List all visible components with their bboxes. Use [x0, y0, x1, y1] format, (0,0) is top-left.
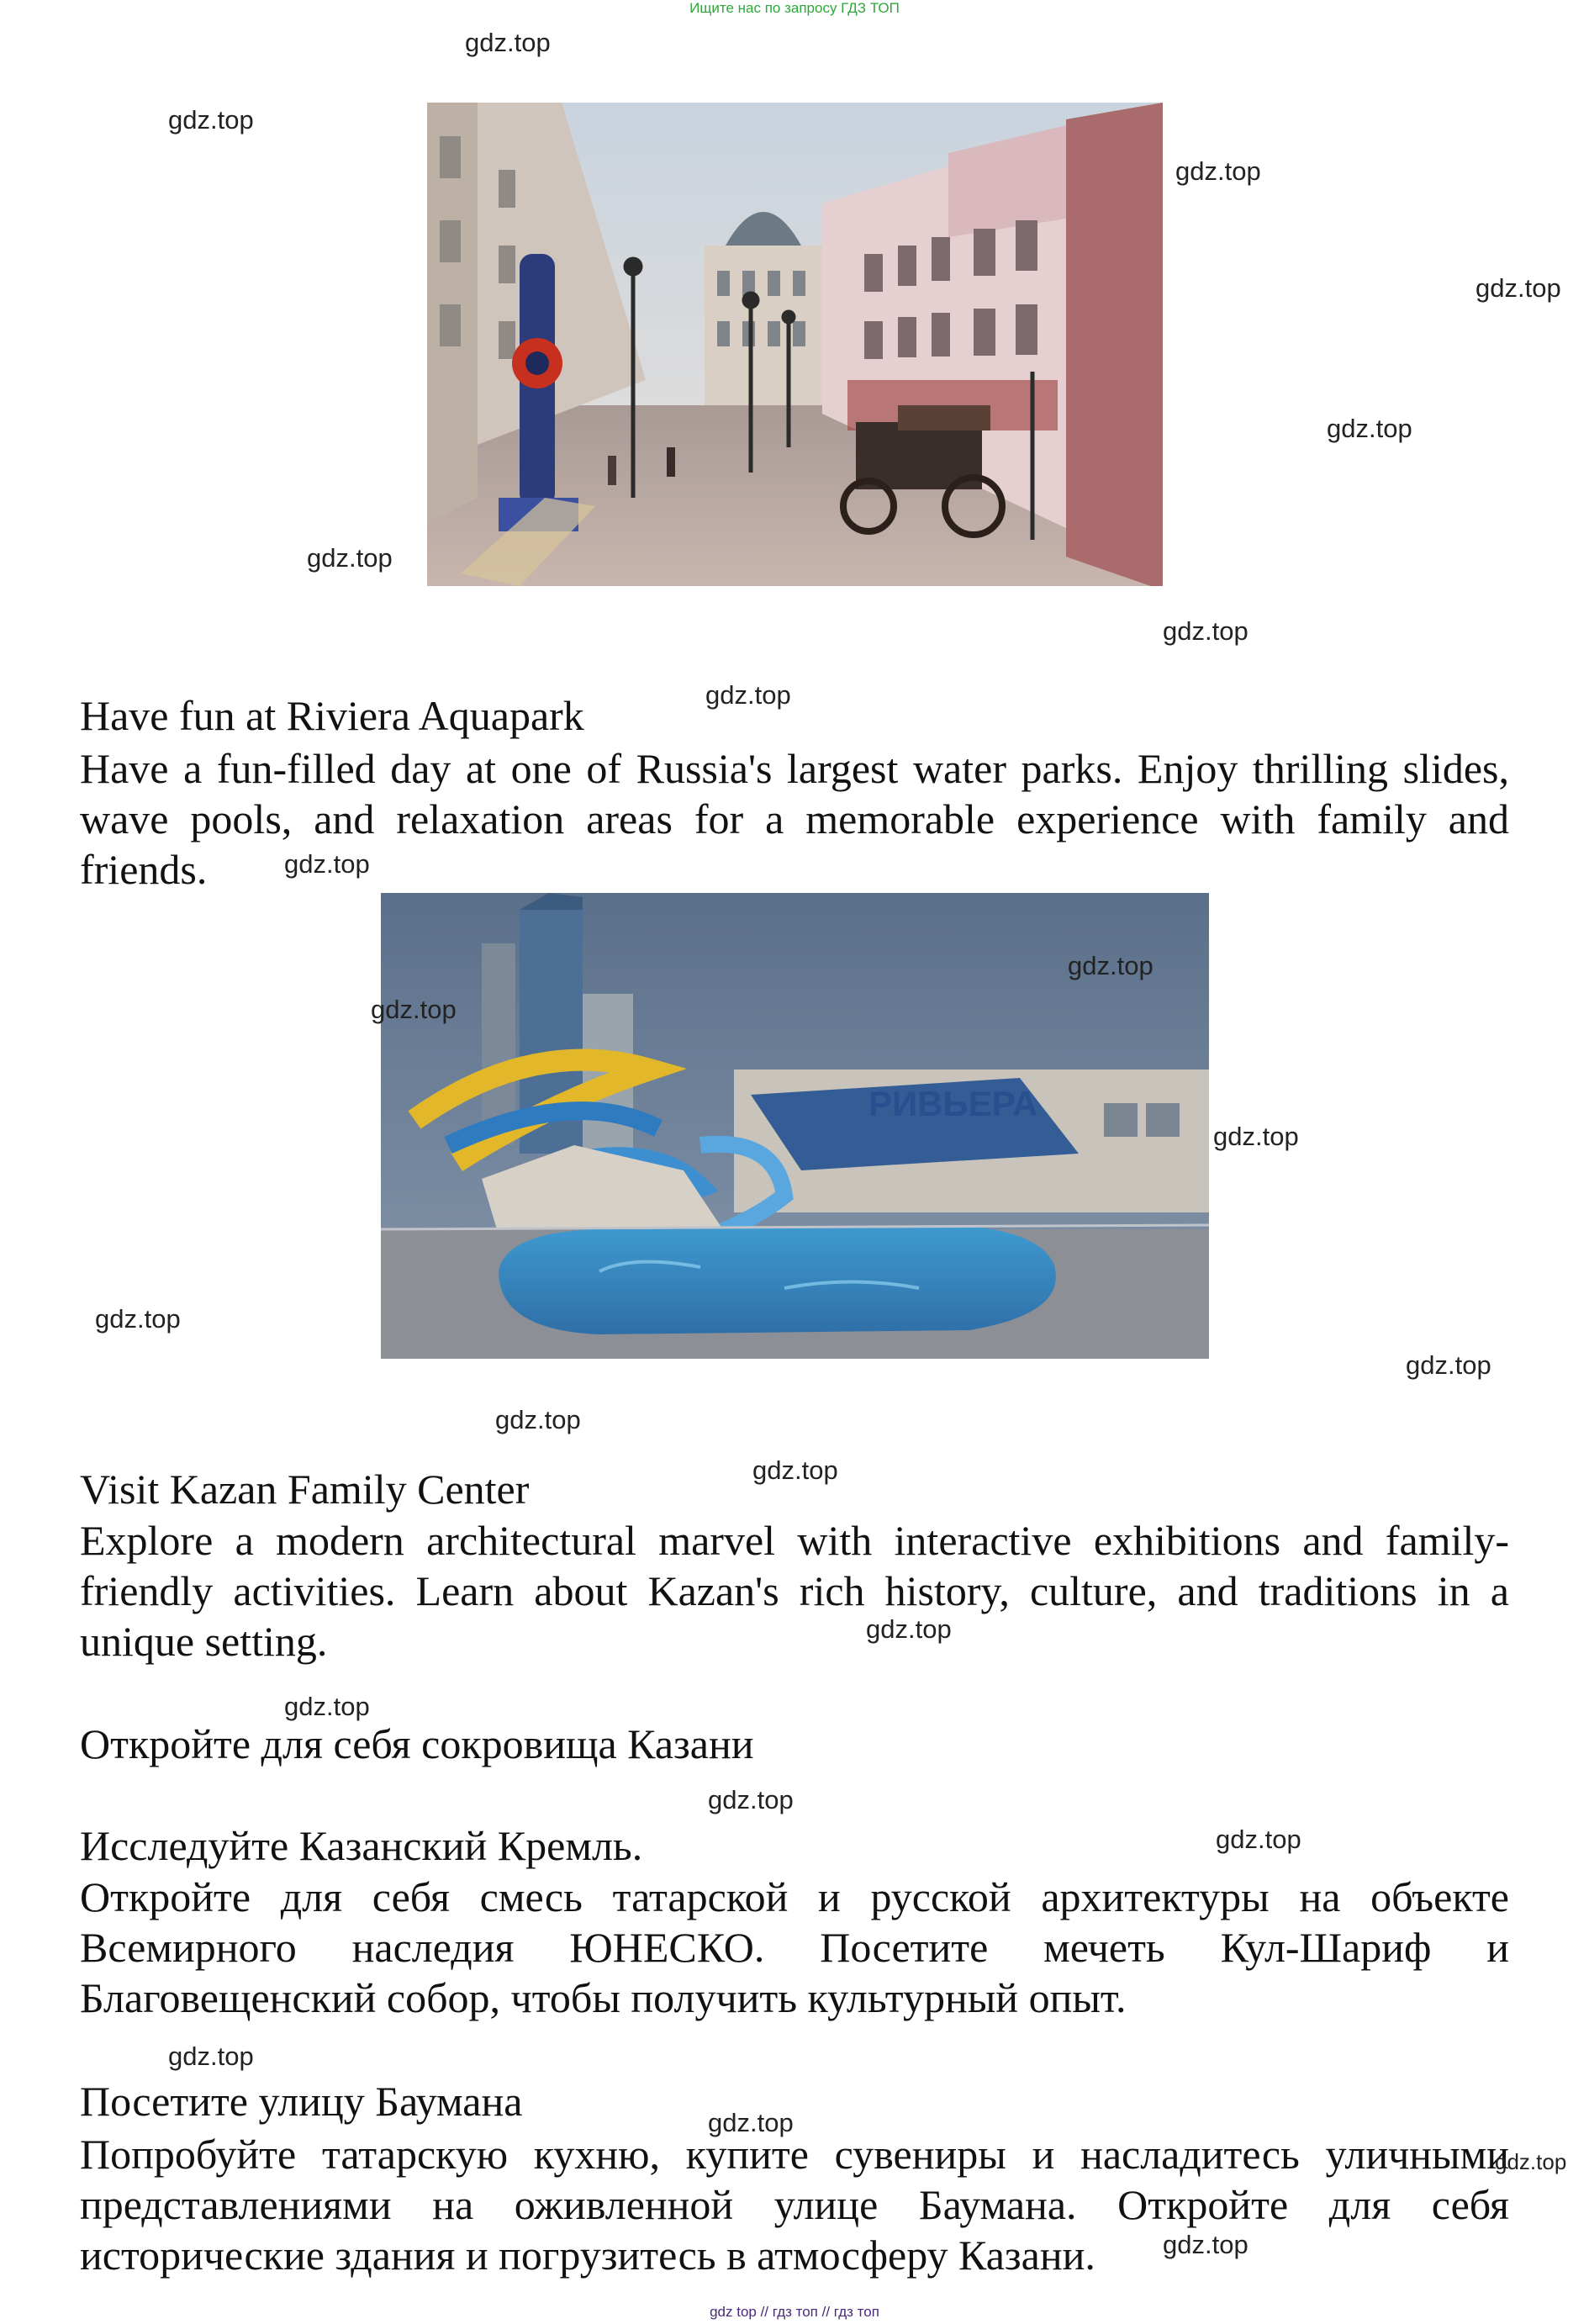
section-text-bauman: Попробуйте татарскую кухню, купите сувениры и насладитесь уличными представлениями на оживленной улице Баумана. Откройте для себя исторические здания и погрузитесь в атмосферу Казани. [80, 2131, 1509, 2279]
watermark: gdz.top [1175, 156, 1261, 186]
watermark: gdz.top [495, 1405, 581, 1434]
watermark: gdz.top [1406, 1350, 1491, 1380]
watermark: gdz.top [168, 105, 254, 135]
section-text-riviera: Have a fun-filled day at one of Russia's largest water parks. Enjoy thrilling slides, wave pools, and relaxation areas for a memorable experience with family and friends. [80, 745, 1509, 893]
watermark: gdz.top [1068, 951, 1153, 980]
watermark: gdz.top [708, 1785, 794, 1814]
top-banner[interactable]: Ищите нас по запросу ГДЗ ТОП [689, 0, 900, 16]
watermark: gdz.top [465, 28, 551, 57]
watermark: gdz.top [284, 849, 370, 879]
watermark: gdz.top [1216, 1825, 1301, 1854]
watermark: gdz.top [1163, 2230, 1248, 2259]
watermark: gdz.top [708, 2108, 794, 2137]
watermark: gdz.top [1163, 616, 1248, 646]
watermark: gdz.top [1476, 273, 1561, 303]
section-text-kremlin: Откройте для себя смесь татарской и русской архитектуры на объекте Всемирного наследия ЮНЕСКО. Посетите мечеть Кул-Шариф и Благовещенский собор, чтобы получить культурный опыт. [80, 1873, 1509, 2021]
section-title-family-center: Visit Kazan Family Center [80, 1466, 530, 1513]
watermark: gdz.top [1327, 414, 1412, 443]
section-title-treasures: Откройте для себя сокровища Казани [80, 1720, 754, 1767]
watermark: gdz.top [168, 2041, 254, 2071]
bauman-street-photo [427, 103, 1163, 586]
watermark: gdz.top [1213, 1122, 1299, 1151]
aquapark-sign: РИВЬЕРА [868, 1084, 1038, 1123]
footer-links[interactable]: gdz top // гдз топ // гдз топ [710, 2304, 879, 2320]
watermark: gdz.top [705, 680, 791, 710]
watermark: gdz.top [1495, 2149, 1567, 2174]
watermark: gdz.top [752, 1455, 838, 1485]
watermark: gdz.top [371, 995, 457, 1024]
watermark: gdz.top [866, 1614, 952, 1644]
section-title-bauman: Посетите улицу Баумана [80, 2078, 523, 2125]
section-title-riviera: Have fun at Riviera Aquapark [80, 692, 584, 739]
watermark: gdz.top [307, 543, 393, 573]
watermark: gdz.top [95, 1304, 181, 1334]
section-text-family-center: Explore a modern architectural marvel with interactive exhibitions and family-friendly activities. Learn about Kazan's rich history, culture, and traditions in a unique setting. [80, 1517, 1509, 1665]
section-title-kremlin: Исследуйте Казанский Кремль. [80, 1822, 643, 1869]
watermark: gdz.top [284, 1692, 370, 1721]
